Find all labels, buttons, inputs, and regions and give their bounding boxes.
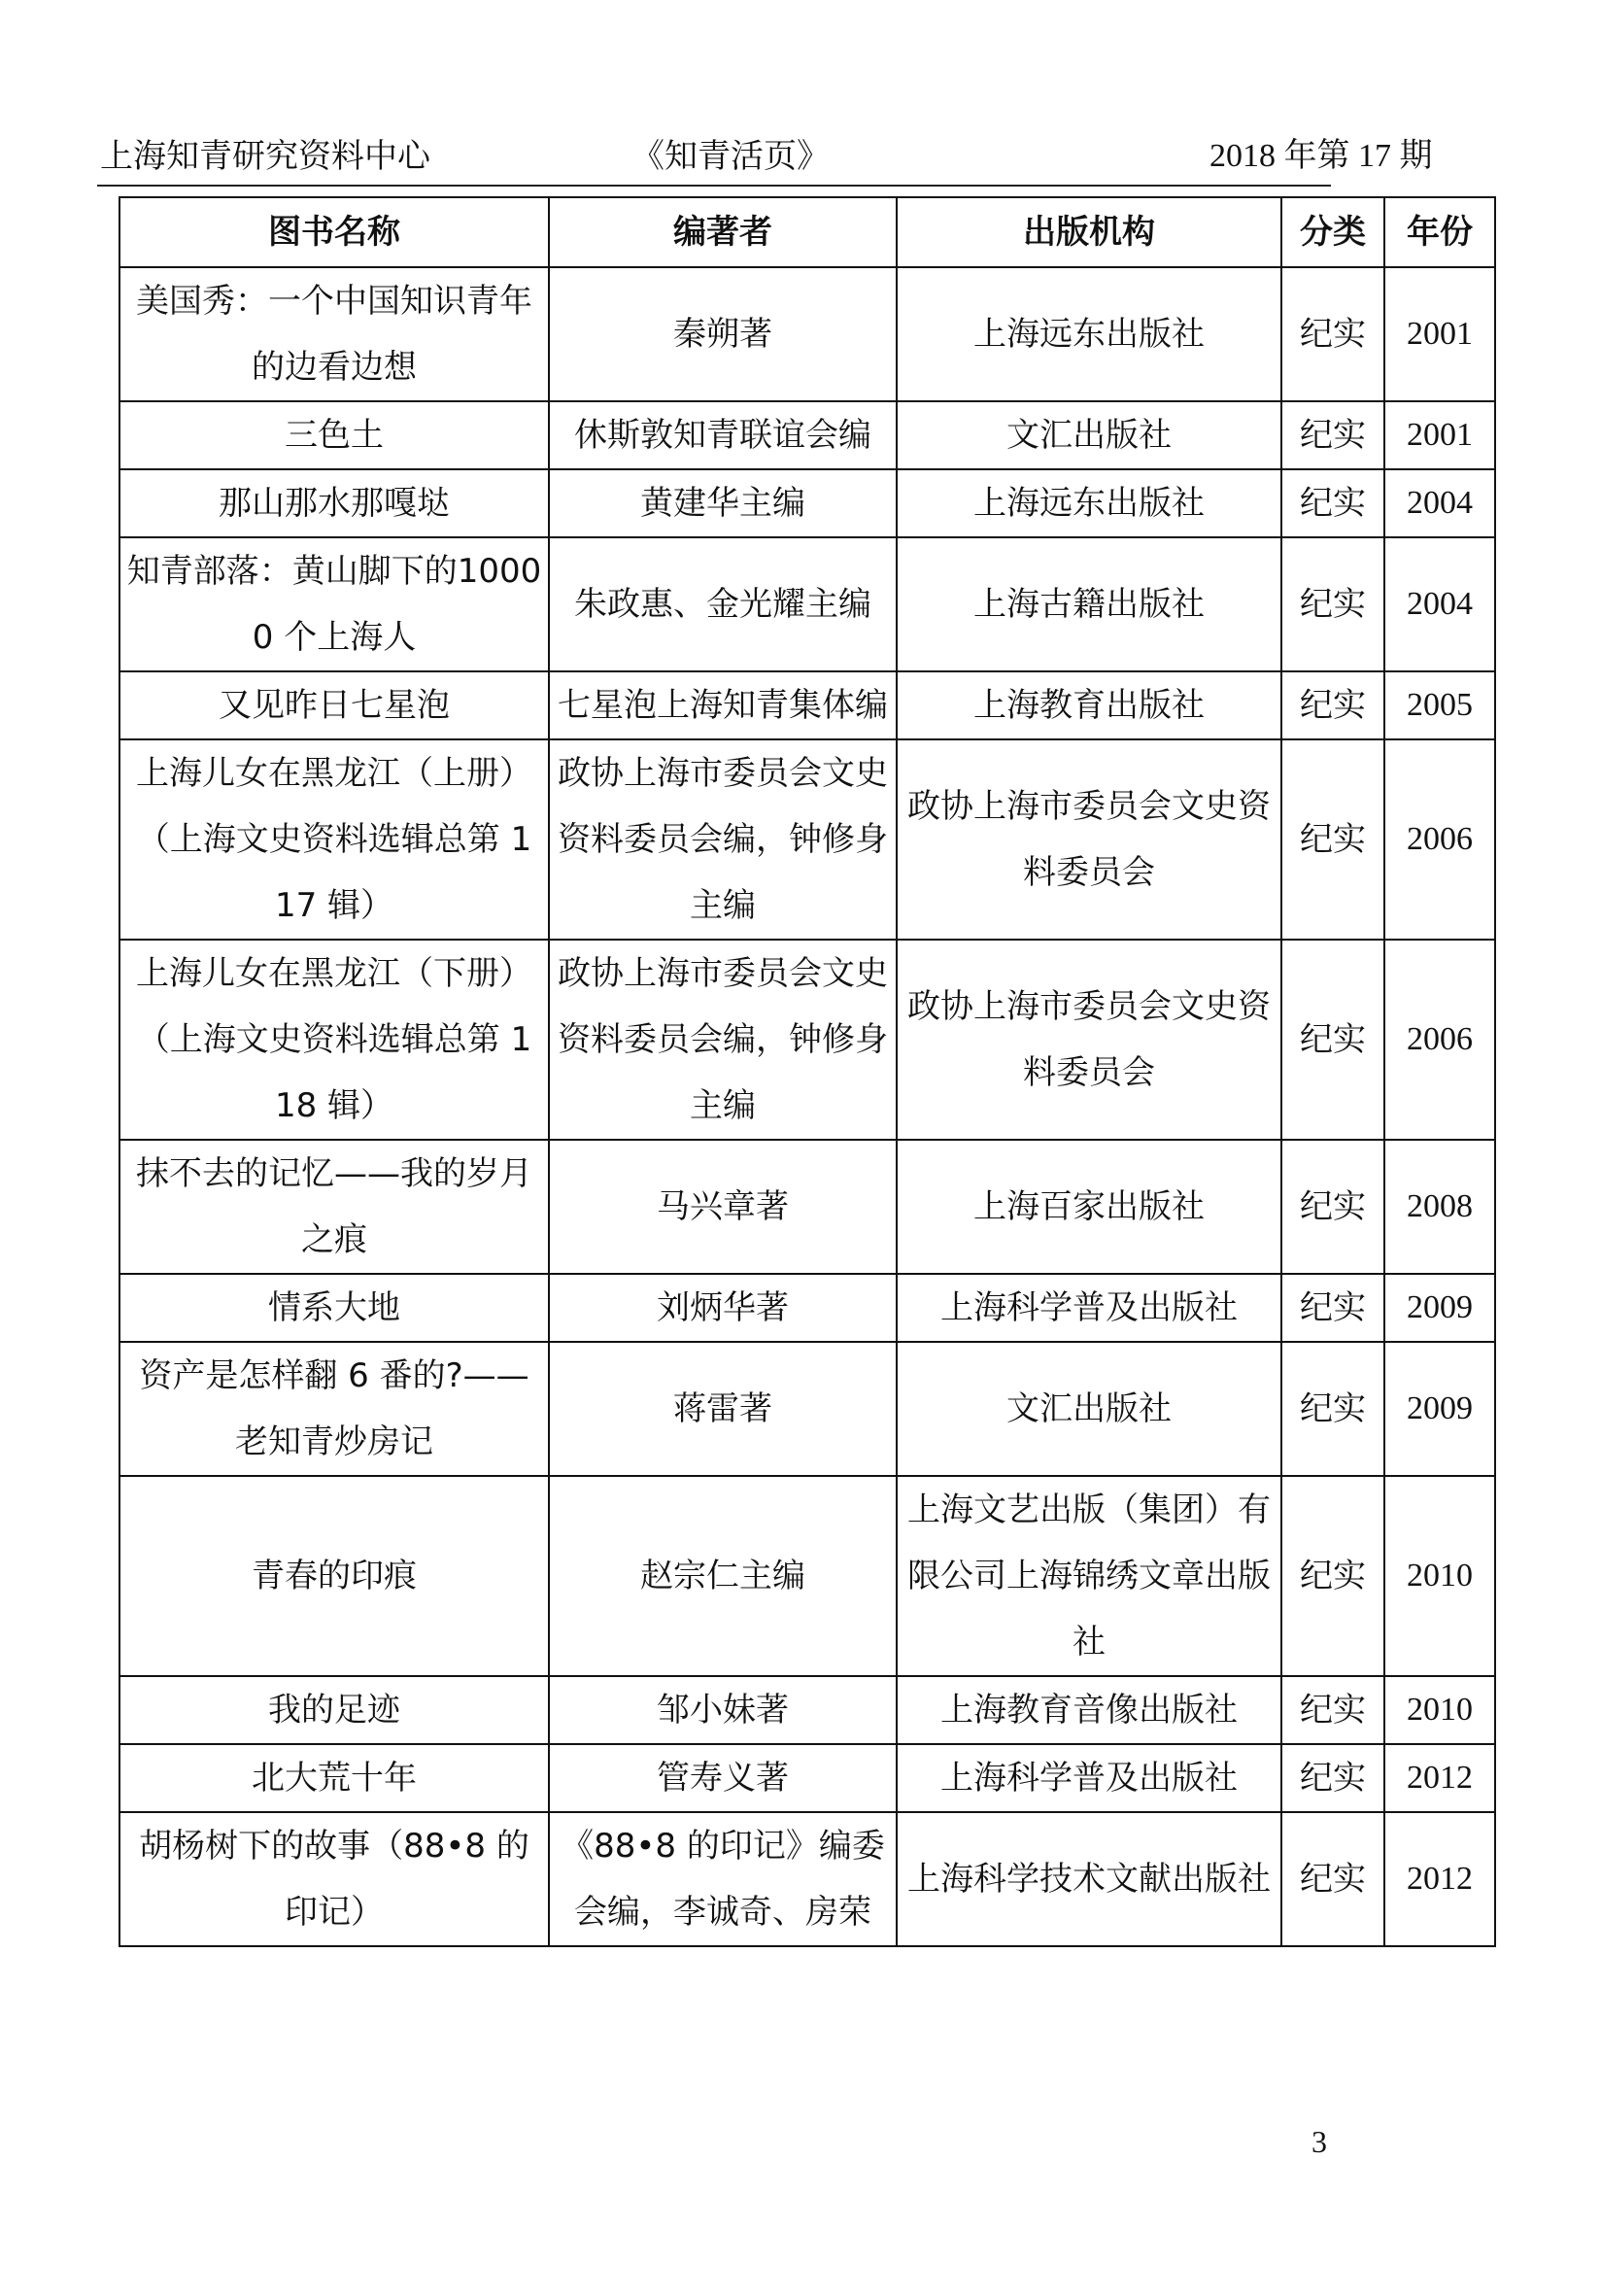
cell-publisher: 上海科学技术文献出版社 [897, 1812, 1281, 1946]
cell-title: 抹不去的记忆——我的岁月之痕 [119, 1140, 549, 1274]
cell-title: 青春的印痕 [119, 1476, 549, 1676]
cell-year: 2006 [1384, 940, 1495, 1140]
cell-category: 纪实 [1281, 671, 1384, 739]
cell-title: 三色土 [119, 401, 549, 469]
cell-year: 2005 [1384, 671, 1495, 739]
cell-author: 邹小妹著 [549, 1676, 897, 1744]
cell-publisher: 文汇出版社 [897, 401, 1281, 469]
cell-author: 秦朔著 [549, 267, 897, 401]
cell-category: 纪实 [1281, 1744, 1384, 1812]
table-row [119, 1140, 1495, 1274]
table-header-row [119, 197, 1495, 267]
cell-category: 纪实 [1281, 401, 1384, 469]
cell-title: 知青部落：黄山脚下的10000 个上海人 [119, 537, 549, 671]
page-number: 3 [1311, 2124, 1327, 2159]
header-rule [97, 185, 1331, 187]
cell-publisher: 上海教育出版社 [897, 671, 1281, 739]
cell-year: 2001 [1384, 267, 1495, 401]
cell-publisher: 政协上海市委员会文史资料委员会 [897, 940, 1281, 1140]
cell-publisher: 上海远东出版社 [897, 469, 1281, 537]
cell-publisher: 上海百家出版社 [897, 1140, 1281, 1274]
cell-publisher: 上海文艺出版（集团）有限公司上海锦绣文章出版社 [897, 1476, 1281, 1676]
cell-author: 《88•8 的印记》编委会编，李诚奇、房荣 [549, 1812, 897, 1946]
cell-year: 2008 [1384, 1140, 1495, 1274]
cell-publisher: 政协上海市委员会文史资料委员会 [897, 739, 1281, 940]
cell-year: 2010 [1384, 1476, 1495, 1676]
cell-title: 那山那水那嘎垯 [119, 469, 549, 537]
table-row [119, 401, 1495, 469]
cell-author: 刘炳华著 [549, 1274, 897, 1342]
cell-publisher: 文汇出版社 [897, 1342, 1281, 1476]
table-row [119, 1812, 1495, 1946]
table-row [119, 267, 1495, 401]
cell-year: 2012 [1384, 1812, 1495, 1946]
cell-author: 马兴章著 [549, 1140, 897, 1274]
cell-category: 纪实 [1281, 1342, 1384, 1476]
table-row [119, 469, 1495, 537]
table-row [119, 1342, 1495, 1476]
cell-year: 2010 [1384, 1676, 1495, 1744]
cell-title: 上海儿女在黑龙江（下册）（上海文史资料选辑总第 118 辑） [119, 940, 549, 1140]
header-issue: 2018 年第 17 期 [1209, 138, 1433, 174]
cell-year: 2006 [1384, 739, 1495, 940]
cell-author: 七星泡上海知青集体编 [549, 671, 897, 739]
cell-year: 2004 [1384, 469, 1495, 537]
cell-title: 美国秀：一个中国知识青年的边看边想 [119, 267, 549, 401]
column-header-category: 分类 [1281, 197, 1384, 267]
cell-category: 纪实 [1281, 739, 1384, 940]
table-row [119, 1274, 1495, 1342]
cell-category: 纪实 [1281, 537, 1384, 671]
cell-year: 2004 [1384, 537, 1495, 671]
cell-author: 朱政惠、金光耀主编 [549, 537, 897, 671]
table-row [119, 1676, 1495, 1744]
cell-category: 纪实 [1281, 267, 1384, 401]
column-header-title: 图书名称 [119, 197, 549, 267]
cell-title: 我的足迹 [119, 1676, 549, 1744]
book-table [119, 196, 1496, 1947]
cell-publisher: 上海教育音像出版社 [897, 1676, 1281, 1744]
cell-author: 黄建华主编 [549, 469, 897, 537]
cell-year: 2012 [1384, 1744, 1495, 1812]
table-row [119, 739, 1495, 940]
table-row [119, 1744, 1495, 1812]
cell-title: 又见昨日七星泡 [119, 671, 549, 739]
cell-author: 休斯敦知青联谊会编 [549, 401, 897, 469]
cell-year: 2009 [1384, 1342, 1495, 1476]
table-body [119, 267, 1495, 1946]
cell-publisher: 上海远东出版社 [897, 267, 1281, 401]
table-row [119, 1476, 1495, 1676]
column-header-publisher: 出版机构 [897, 197, 1281, 267]
cell-publisher: 上海科学普及出版社 [897, 1744, 1281, 1812]
cell-publisher: 上海古籍出版社 [897, 537, 1281, 671]
cell-category: 纪实 [1281, 940, 1384, 1140]
cell-category: 纪实 [1281, 1274, 1384, 1342]
cell-author: 赵宗仁主编 [549, 1476, 897, 1676]
cell-category: 纪实 [1281, 1140, 1384, 1274]
cell-category: 纪实 [1281, 469, 1384, 537]
table-row [119, 940, 1495, 1140]
cell-author: 政协上海市委员会文史资料委员会编，钟修身主编 [549, 739, 897, 940]
cell-category: 纪实 [1281, 1476, 1384, 1676]
cell-author: 管寿义著 [549, 1744, 897, 1812]
cell-category: 纪实 [1281, 1676, 1384, 1744]
cell-year: 2009 [1384, 1274, 1495, 1342]
column-header-year: 年份 [1384, 197, 1495, 267]
table-row [119, 537, 1495, 671]
cell-title: 上海儿女在黑龙江（上册）（上海文史资料选辑总第 117 辑） [119, 739, 549, 940]
header-organization: 上海知青研究资料中心 [100, 137, 430, 176]
column-header-author: 编著者 [549, 197, 897, 267]
cell-year: 2001 [1384, 401, 1495, 469]
cell-title: 胡杨树下的故事（88•8 的印记） [119, 1812, 549, 1946]
cell-title: 资产是怎样翻 6 番的?——老知青炒房记 [119, 1342, 549, 1476]
header-publication: 《知青活页》 [631, 137, 830, 176]
cell-author: 政协上海市委员会文史资料委员会编，钟修身主编 [549, 940, 897, 1140]
table-row [119, 671, 1495, 739]
cell-category: 纪实 [1281, 1812, 1384, 1946]
cell-title: 北大荒十年 [119, 1744, 549, 1812]
cell-title: 情系大地 [119, 1274, 549, 1342]
cell-publisher: 上海科学普及出版社 [897, 1274, 1281, 1342]
cell-author: 蒋雷著 [549, 1342, 897, 1476]
